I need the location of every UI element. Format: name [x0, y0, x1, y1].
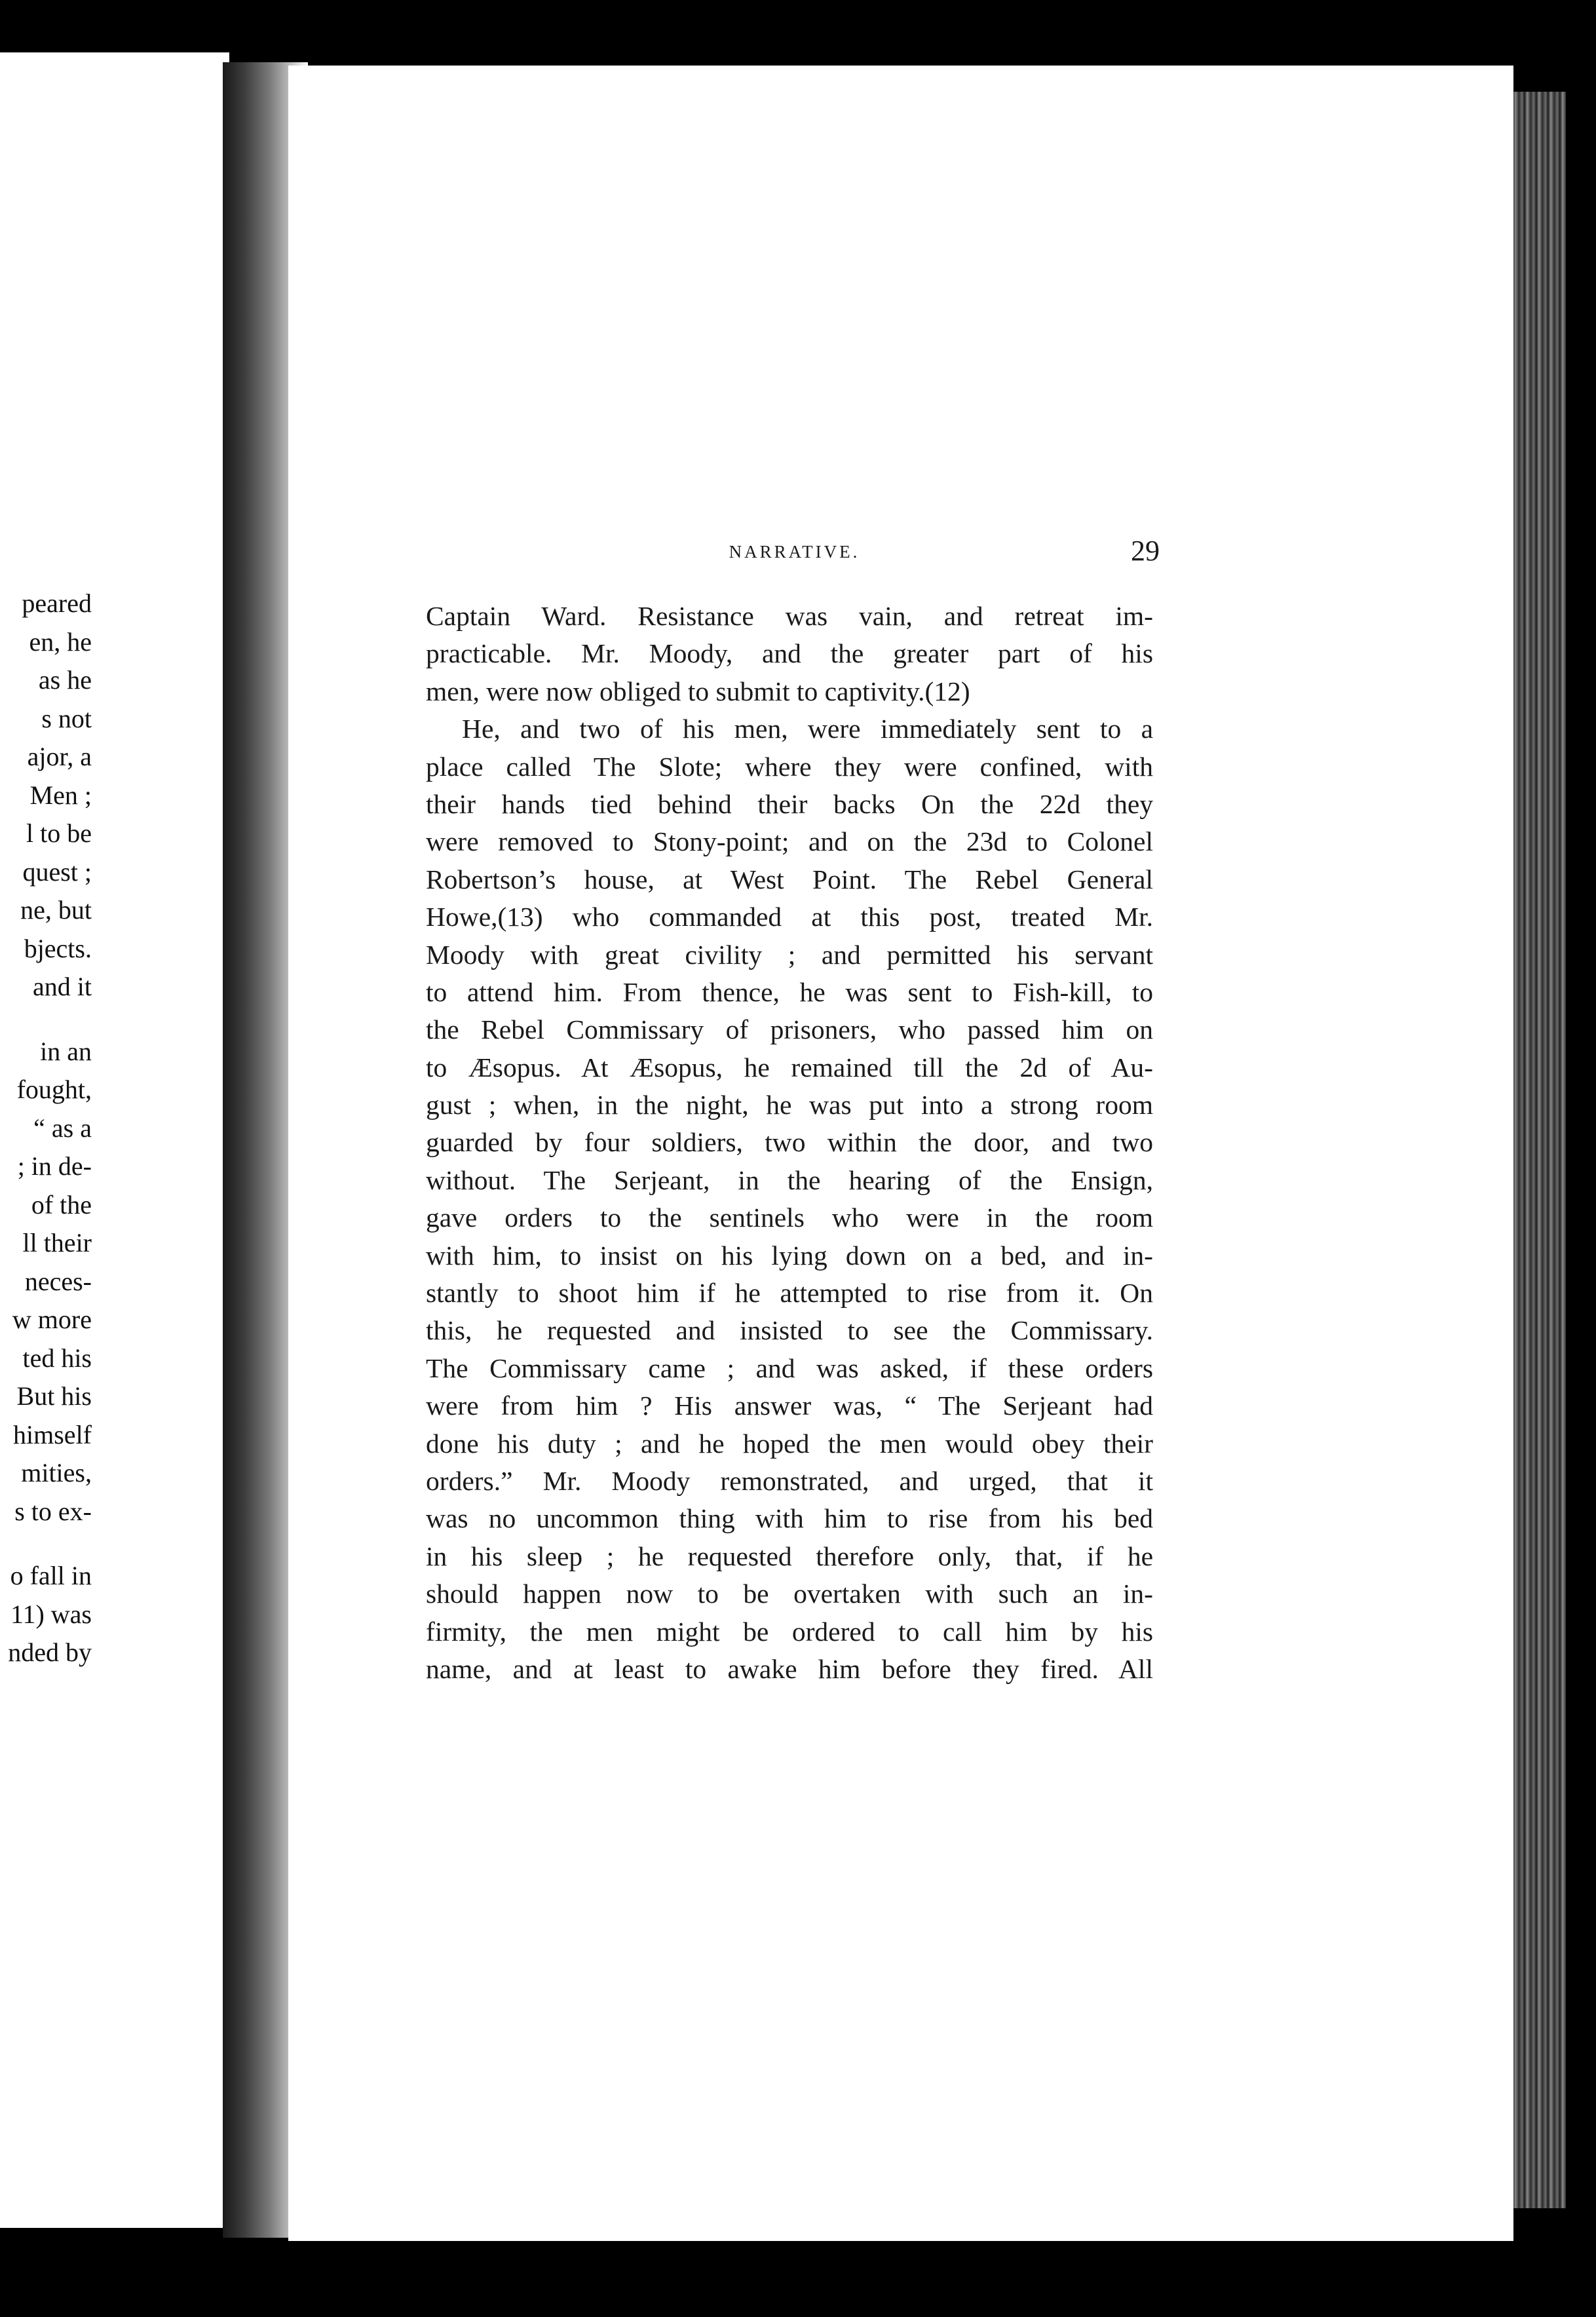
- text-line: firmity, the men might be ordered to call him by his: [426, 1616, 1153, 1647]
- running-head-title: NARRATIVE.: [729, 542, 860, 562]
- left-page-line: en, he: [29, 626, 92, 657]
- body-text: [426, 598, 1153, 1688]
- text-line: Howe,(13) who commanded at this post, treated Mr.: [426, 902, 1153, 932]
- left-page-line: and it: [33, 972, 92, 1001]
- text-line: orders.” Mr. Moody remonstrated, and urged, that it: [426, 1465, 1153, 1496]
- text-line: in his sleep ; he requested therefore only, that, if he: [426, 1541, 1153, 1571]
- text-line: should happen now to be overtaken with such an in-: [426, 1579, 1153, 1609]
- left-page-line: s to ex-: [14, 1496, 92, 1526]
- running-head: [429, 534, 1160, 573]
- page-edges: [1507, 92, 1566, 2208]
- left-page-line: ne, but: [20, 895, 92, 925]
- left-page-line: of the: [31, 1189, 92, 1219]
- left-page-line: [0, 1006, 92, 1033]
- left-page-line: as he: [38, 665, 92, 695]
- left-page-line: 11) was: [10, 1599, 92, 1629]
- left-page-line: [0, 1531, 92, 1557]
- text-line: stantly to shoot him if he attempted to rise from it. On: [426, 1278, 1153, 1309]
- left-page-line: mities,: [21, 1458, 92, 1487]
- left-page-text-fragments: [0, 584, 92, 1672]
- text-line: were removed to Stony-point; and on the 23d to Colonel: [426, 826, 1153, 857]
- left-page-line: neces-: [24, 1266, 92, 1296]
- text-line: their hands tied behind their backs On the 22d they: [426, 788, 1153, 819]
- left-page-line: himself: [13, 1419, 92, 1449]
- text-line: practicable. Mr. Moody, and the greater part of his: [426, 638, 1153, 669]
- left-page-line: Men ;: [29, 780, 92, 810]
- text-line: guarded by four soldiers, two within the door, and two: [426, 1127, 1153, 1158]
- left-page-line: ; in de-: [17, 1151, 92, 1181]
- text-line: Robertson’s house, at West Point. The Rebel General: [426, 864, 1153, 894]
- text-line: gust ; when, in the night, he was put into a strong room: [426, 1090, 1153, 1120]
- left-page-line: “ as a: [33, 1113, 92, 1143]
- text-line: with him, to insist on his lying down on a bed, and in-: [426, 1240, 1153, 1271]
- left-page-line: fought,: [16, 1075, 92, 1104]
- left-page-line: w more: [12, 1305, 92, 1334]
- left-page-line: But his: [16, 1381, 92, 1411]
- text-line: to attend him. From thence, he was sent to Fish-kill, to: [426, 976, 1153, 1007]
- text-line: were from him ? His answer was, “ The Serjeant had: [426, 1390, 1153, 1421]
- left-page-line: bjects.: [24, 933, 92, 963]
- left-page-line: in an: [40, 1036, 92, 1066]
- left-page-line: o fall in: [10, 1561, 92, 1590]
- text-line: to Æsopus. At Æsopus, he remained till the 2d of Au-: [426, 1052, 1153, 1082]
- left-page-line: l to be: [26, 818, 92, 848]
- left-page: [0, 52, 229, 2228]
- left-page-line: s not: [41, 703, 92, 733]
- text-line: without. The Serjeant, in the hearing of the Ensign,: [426, 1164, 1153, 1195]
- text-line: gave orders to the sentinels who were in the room: [426, 1202, 1153, 1233]
- text-line: Captain Ward. Resistance was vain, and retreat im-: [426, 601, 1153, 631]
- left-page-line: ted his: [22, 1343, 92, 1373]
- text-line: Moody with great civility ; and permitted his servant: [426, 939, 1153, 970]
- text-line: men, were now obliged to submit to captivity.(12): [426, 676, 970, 706]
- text-line: the Rebel Commissary of prisoners, who passed him on: [426, 1014, 1153, 1045]
- text-line: He, and two of his men, were immediately sent to a: [462, 714, 1153, 744]
- page-number: 29: [1131, 535, 1160, 567]
- left-page-line: ajor, a: [27, 742, 92, 771]
- left-page-line: nded by: [8, 1637, 92, 1667]
- text-line: The Commissary came ; and was asked, if these orders: [426, 1352, 1153, 1383]
- text-line: done his duty ; and he hoped the men would obey their: [426, 1428, 1153, 1459]
- text-line: place called The Slote; where they were confined, with: [426, 751, 1153, 782]
- left-page-line: quest ;: [22, 856, 92, 887]
- text-line: name, and at least to awake him before they fired. All: [426, 1653, 1153, 1684]
- text-line: was no uncommon thing with him to rise from his bed: [426, 1503, 1153, 1534]
- left-page-line: ll their: [22, 1228, 92, 1257]
- text-line: this, he requested and insisted to see the Commissary.: [426, 1315, 1153, 1346]
- left-page-line: peared: [22, 588, 92, 618]
